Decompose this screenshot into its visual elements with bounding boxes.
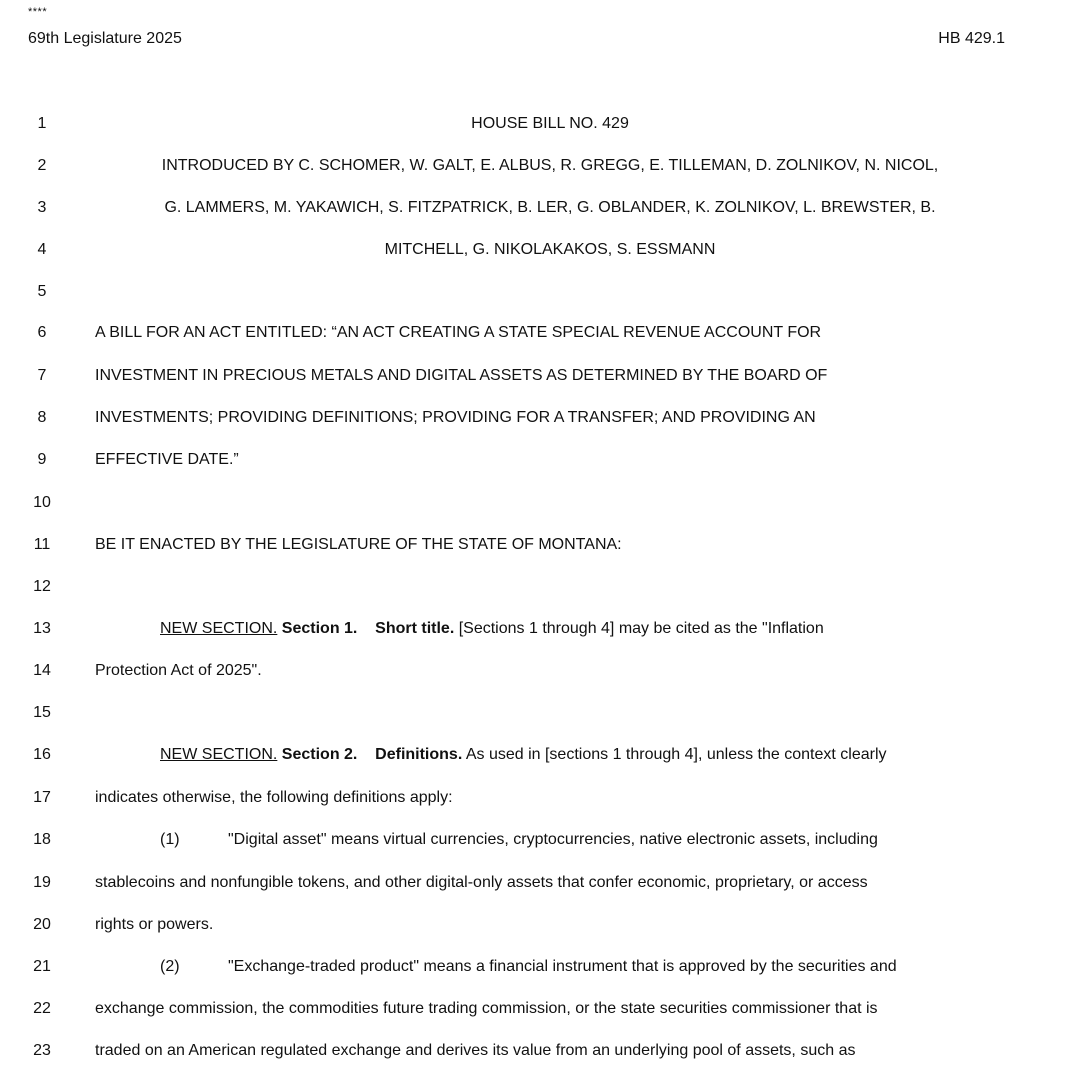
line-text: traded on an American regulated exchange and derives its value from an underlying pool of assets, such as [95, 1042, 856, 1059]
section-number: Section 1. [281, 620, 358, 637]
bill-line [0, 448, 1072, 472]
bill-line [0, 533, 1072, 557]
line-number: 6 [37, 324, 47, 341]
bill-line [0, 786, 1072, 810]
section-text: [Sections 1 through 4] may be cited as the "Inflation [458, 620, 824, 637]
line-number: 5 [37, 283, 47, 300]
sponsors-line: INTRODUCED BY C. SCHOMER, W. GALT, E. ALBUS, R. GREGG, E. TILLEMAN, D. ZOLNIKOV, N. NICOL, [161, 157, 939, 174]
line-number: 1 [37, 115, 47, 132]
bill-id: HB 429.1 [938, 30, 1005, 47]
sponsors-line: G. LAMMERS, M. YAKAWICH, S. FITZPATRICK, B. LER, G. OBLANDER, K. ZOLNIKOV, L. BREWSTER, B. [164, 199, 936, 216]
line-number: 7 [37, 367, 47, 384]
line-number: 21 [33, 958, 51, 975]
paragraph-line [95, 828, 1006, 852]
line-text: indicates otherwise, the following definitions apply: [95, 789, 453, 806]
line-number: 16 [33, 746, 51, 763]
line-text: stablecoins and nonfungible tokens, and other digital-only assets that confer economic, proprietary, or access [95, 874, 868, 891]
bill-line [0, 617, 1072, 641]
line-number: 20 [33, 916, 51, 933]
line-number: 8 [37, 409, 47, 426]
line-number: 10 [33, 494, 51, 511]
bill-line [0, 743, 1072, 767]
bill-line [0, 1039, 1072, 1063]
bill-title: HOUSE BILL NO. 429 [471, 115, 629, 132]
sponsors-line: MITCHELL, G. NIKOLAKAKOS, S. ESSMANN [384, 241, 716, 258]
line-number: 18 [33, 831, 51, 848]
line-text: Protection Act of 2025". [95, 662, 262, 679]
line-text: EFFECTIVE DATE.” [95, 451, 239, 468]
bill-line [0, 238, 1072, 262]
section-text: As used in [sections 1 through 4], unless the context clearly [465, 746, 887, 763]
line-number: 4 [37, 241, 47, 258]
line-number: 22 [33, 1000, 51, 1017]
bill-line [0, 659, 1072, 683]
bill-line [0, 406, 1072, 430]
line-number: 12 [33, 578, 51, 595]
bill-line [0, 491, 1072, 515]
line-number: 2 [37, 157, 47, 174]
section-number: Section 2. [281, 746, 358, 763]
bill-line [0, 997, 1072, 1021]
legislature-label: 69th Legislature 2025 [28, 30, 182, 47]
line-number: 19 [33, 874, 51, 891]
line-number: 17 [33, 789, 51, 806]
bill-line [0, 321, 1072, 345]
new-section-marker: NEW SECTION. [160, 746, 278, 763]
line-text: A BILL FOR AN ACT ENTITLED: “AN ACT CREATING A STATE SPECIAL REVENUE ACCOUNT FOR [95, 324, 822, 341]
bill-line [0, 871, 1072, 895]
bill-line [0, 196, 1072, 220]
bill-line [0, 364, 1072, 388]
bill-line [0, 701, 1072, 725]
section-heading: Definitions. [375, 746, 463, 763]
header-stars: **** [28, 6, 48, 18]
line-text: rights or powers. [95, 916, 214, 933]
line-number: 15 [33, 704, 51, 721]
line-number: 23 [33, 1042, 51, 1059]
bill-line [0, 575, 1072, 599]
bill-line [0, 828, 1072, 852]
line-number: 14 [33, 662, 51, 679]
enacting-clause: BE IT ENACTED BY THE LEGISLATURE OF THE STATE OF MONTANA: [95, 536, 622, 553]
line-text: INVESTMENTS; PROVIDING DEFINITIONS; PROVIDING FOR A TRANSFER; AND PROVIDING AN [95, 409, 816, 426]
bill-line [0, 280, 1072, 304]
paragraph-number: (1) [160, 831, 180, 848]
paragraph-text: "Exchange-traded product" means a financial instrument that is approved by the securities and [228, 958, 897, 975]
bill-line [0, 913, 1072, 937]
section-line [95, 617, 1006, 641]
bill-line [0, 955, 1072, 979]
paragraph-text: "Digital asset" means virtual currencies, cryptocurrencies, native electronic assets, including [228, 831, 878, 848]
bill-line [0, 112, 1072, 136]
paragraph-line [95, 955, 1006, 979]
bill-line [0, 154, 1072, 178]
section-heading: Short title. [375, 620, 455, 637]
line-number: 11 [33, 536, 51, 553]
line-number: 9 [37, 451, 47, 468]
paragraph-number: (2) [160, 958, 180, 975]
line-text: exchange commission, the commodities future trading commission, or the state securities commissioner that is [95, 1000, 878, 1017]
new-section-marker: NEW SECTION. [160, 620, 278, 637]
section-line [95, 743, 1006, 767]
line-number: 13 [33, 620, 51, 637]
line-number: 3 [37, 199, 47, 216]
line-text: INVESTMENT IN PRECIOUS METALS AND DIGITAL ASSETS AS DETERMINED BY THE BOARD OF [95, 367, 828, 384]
